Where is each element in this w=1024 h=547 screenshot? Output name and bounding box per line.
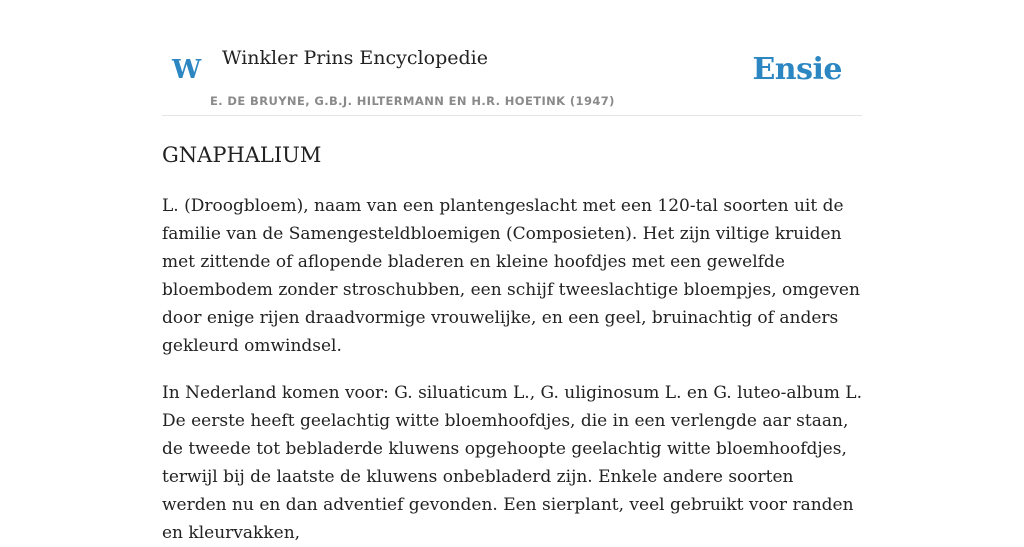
page xyxy=(162,0,862,547)
winkler-prins-logo[interactable]: W xyxy=(172,55,202,85)
authors-line: E. DE BRUYNE, G.B.J. HILTERMANN EN H.R. HOETINK (1947) xyxy=(210,94,615,108)
entry-title: GNAPHALIUM xyxy=(162,143,322,167)
entry-paragraph-1: L. (Droogbloem), naam van een plantengeslacht met een 120-tal soorten uit de familie van de Samengesteldbloemigen (Composieten). Het zijn viltige kruiden met zittende of aflopende bladeren en kleine hoofdjes met een gewelfde bloembodem zonder stroschubben, een schijf tweeslachtige bloempjes, omgeven door enige rijen draadvormige vrouwelijke, en een geel, bruinachtig of anders gekleurd omwindsel. xyxy=(162,196,860,356)
ensie-logo[interactable]: Ensie xyxy=(752,52,842,87)
entry-paragraph-2: In Nederland komen voor: G. siluaticum L., G. uliginosum L. en G. luteo-album L. De eerste heeft geelachtig witte bloemhoofdjes, die in een verlengde aar staan, de tweede tot bebladerde kluwens opgehoopte geelachtig witte bloemhoofdjes, terwijl bij de laatste de kluwens onbebladerd zijn. Enkele andere soorten werden nu en dan adventief gevonden. Een sierplant, veel gebruikt voor randen en kleurvakken, xyxy=(162,383,862,543)
header xyxy=(162,0,862,116)
work-title[interactable]: Winkler Prins Encyclopedie xyxy=(222,47,488,69)
